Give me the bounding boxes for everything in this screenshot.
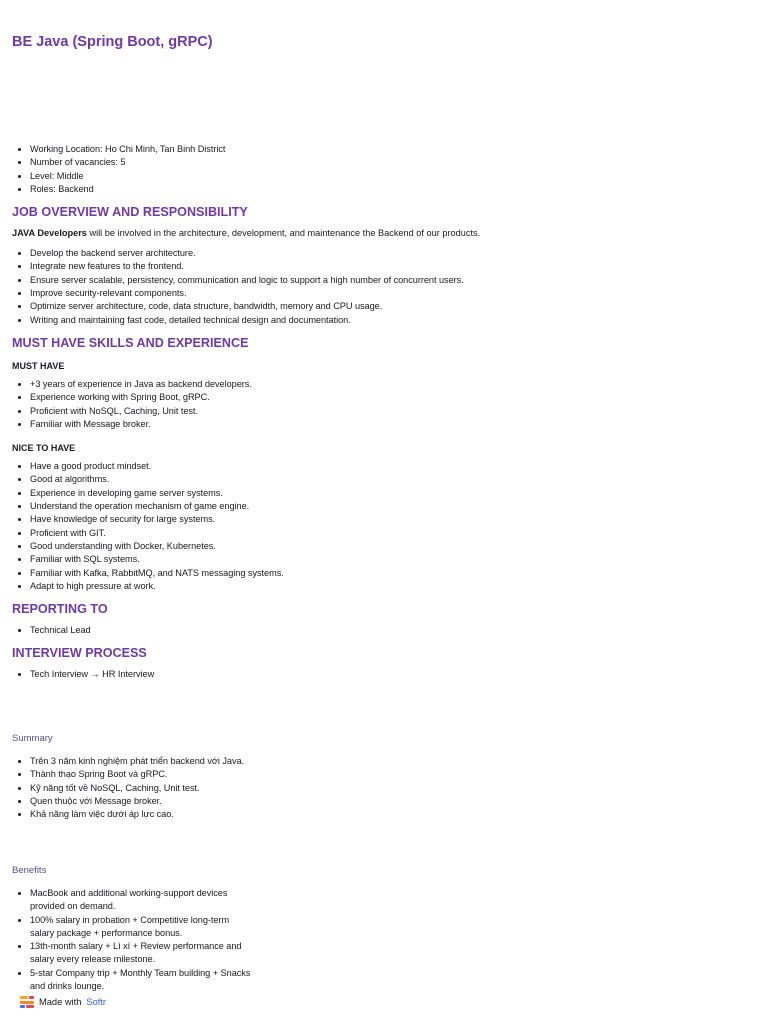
made-with-text: Made with bbox=[39, 997, 82, 1007]
list-item: • 5-star Company trip + Monthly Team building + Snacks and drinks lounge. bbox=[30, 967, 252, 994]
list-item: • Experience in developing game server systems. bbox=[30, 487, 752, 500]
list-item: • Thành thạo Spring Boot và gRPC. bbox=[30, 768, 252, 781]
list-item: • Proficient with GIT. bbox=[30, 527, 752, 540]
list-item: • Have knowledge of security for large systems. bbox=[30, 513, 752, 526]
skills-heading: MUST HAVE SKILLS AND EXPERIENCE bbox=[12, 335, 249, 350]
list-item: • Improve security-relevant components. bbox=[30, 287, 752, 300]
list-item: • Integrate new features to the frontend. bbox=[30, 260, 752, 273]
list-item: • Number of vacancies: 5 bbox=[30, 156, 752, 169]
reporting-heading: REPORTING TO bbox=[12, 602, 108, 617]
list-item: • Familiar with Kafka, RabbitMQ, and NATS messaging systems. bbox=[30, 567, 752, 580]
list-item: • Kỹ năng tốt về NoSQL, Caching, Unit test. bbox=[30, 782, 252, 795]
nice-to-have-label: NICE TO HAVE bbox=[12, 443, 76, 454]
softr-logo-icon bbox=[20, 996, 34, 1008]
overview-heading: JOB OVERVIEW AND RESPONSIBILITY bbox=[12, 205, 248, 220]
page-title: BE Java (Spring Boot, gRPC) bbox=[12, 34, 213, 50]
list-item: • Good understanding with Docker, Kubernetes. bbox=[30, 540, 752, 553]
list-item: • Writing and maintaining fast code, detailed technical design and documentation. bbox=[30, 314, 752, 327]
made-with-softr-badge[interactable] bbox=[18, 993, 110, 1011]
list-item: • Adapt to high pressure at work. bbox=[30, 580, 752, 593]
list-item: • Level: Middle bbox=[30, 170, 752, 183]
reporting-list bbox=[12, 624, 752, 637]
list-item: • Roles: Backend bbox=[30, 183, 752, 196]
summary-label: Summary bbox=[12, 733, 53, 744]
list-item: • Develop the backend server architecture. bbox=[30, 247, 752, 260]
list-item: • Trên 3 năm kinh nghiệm phát triển backend với Java. bbox=[30, 755, 252, 768]
list-item: • Familiar with SQL systems. bbox=[30, 553, 752, 566]
list-item: • Quen thuộc với Message broker. bbox=[30, 795, 252, 808]
list-item: • Experience working with Spring Boot, gRPC. bbox=[30, 391, 752, 404]
nice-to-have-list bbox=[12, 460, 752, 593]
list-item: • Working Location: Ho Chi Minh, Tan Binh District bbox=[30, 143, 752, 156]
list-item: • +3 years of experience in Java as backend developers. bbox=[30, 378, 752, 391]
softr-brand-link[interactable]: Softr bbox=[86, 997, 107, 1007]
benefits-list bbox=[12, 887, 252, 993]
interview-heading: INTERVIEW PROCESS bbox=[12, 646, 147, 661]
job-details bbox=[12, 143, 752, 682]
overview-intro bbox=[12, 227, 752, 240]
list-item: • Have a good product mindset. bbox=[30, 460, 752, 473]
list-item: • Optimize server architecture, code, data structure, bandwidth, memory and CPU usage. bbox=[30, 300, 752, 313]
benefits-label: Benefits bbox=[12, 865, 47, 876]
must-have-list bbox=[12, 378, 752, 431]
list-item: • 13th-month salary + Lì xì + Review performance and salary every release milestone. bbox=[30, 940, 252, 967]
list-item: • Khả năng làm việc dưới áp lực cao. bbox=[30, 808, 252, 821]
list-item: • Good at algorithms. bbox=[30, 473, 752, 486]
interview-list bbox=[12, 668, 752, 681]
list-item: • Tech Interview → HR Interview bbox=[30, 668, 752, 681]
responsibility-list bbox=[12, 247, 752, 327]
intro-text: will be involved in the architecture, development, and maintenance the Backend of our products. bbox=[86, 228, 481, 239]
must-have-label: MUST HAVE bbox=[12, 360, 65, 371]
list-item: • Proficient with NoSQL, Caching, Unit test. bbox=[30, 405, 752, 418]
list-item: • Technical Lead bbox=[30, 624, 752, 637]
intro-bold: JAVA Developers bbox=[12, 228, 87, 239]
list-item: • Understand the operation mechanism of game engine. bbox=[30, 500, 752, 513]
list-item: • Familiar with Message broker. bbox=[30, 418, 752, 431]
list-item: • MacBook and additional working-support devices provided on demand. bbox=[30, 887, 252, 914]
summary-list bbox=[12, 755, 252, 821]
list-item: • Ensure server scalable, persistency, communication and logic to support a high number of concurrent users. bbox=[30, 274, 752, 287]
list-item: • 100% salary in probation + Competitive long-term salary package + performance bonus. bbox=[30, 914, 252, 941]
info-list bbox=[12, 143, 752, 196]
